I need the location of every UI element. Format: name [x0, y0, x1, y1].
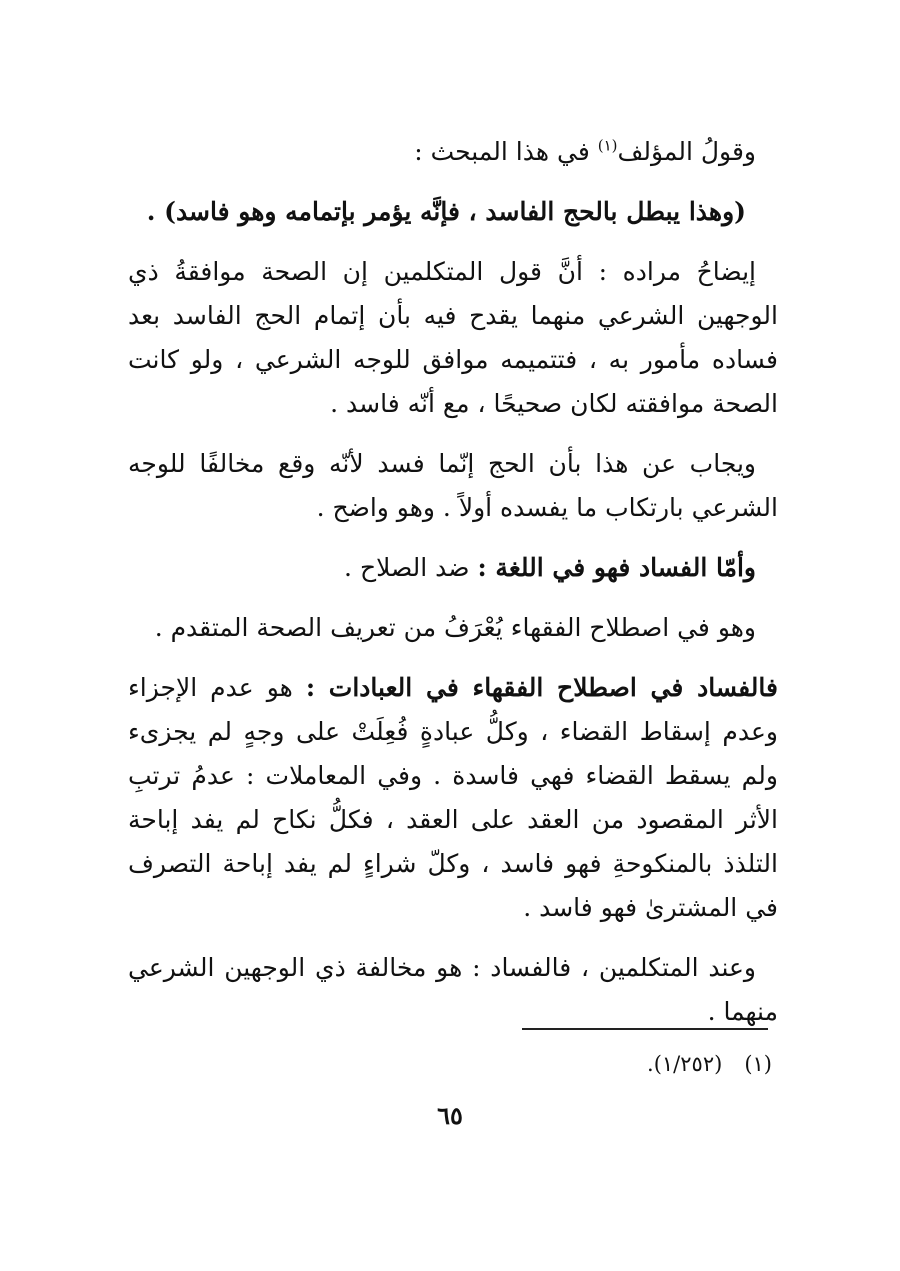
paragraph-theologians-definition: وعند المتكلمين ، فالفساد : هو مخالفة ذي الوجهين الشرعي منهما . — [128, 953, 778, 1026]
paragraph-quoted-statement: (وهذا يبطل بالحج الفاسد ، فإنَّه يؤمر بإتمامه وهو فاسد) . — [146, 197, 746, 226]
paragraph-author-quote-intro — [128, 130, 778, 174]
paragraph-explanation: إيضاحُ مراده : أنَّ قول المتكلمين إن الصحة موافقةُ ذي الوجهين الشرعي منهما يقدح فيه بأن إتمام الحج الفاسد بعد فساده مأمور به ، فتتميمه موافق للوجه الشرعي ، ولو كانت الصحة موافقته لكان صحيحًا ، مع أنّه فاسد . — [128, 257, 778, 418]
linguistic-definition-heading: وأمّا الفساد فهو في اللغة : — [477, 553, 756, 582]
author-quote-intro-tail: في هذا المبحث : — [414, 137, 598, 166]
footnote-reference-mark[interactable]: (١) — [597, 136, 618, 155]
paragraph-response: ويجاب عن هذا بأن الحج إنّما فسد لأنّه وقع مخالفًا للوجه الشرعي بارتكاب ما يفسده أولاً . وهو واضح . — [128, 449, 778, 522]
page-body — [128, 130, 778, 1050]
footnote-mark: (١) — [744, 1052, 772, 1076]
footnote — [520, 1048, 772, 1080]
page-number: ٦٥ — [437, 1101, 463, 1130]
jurists-definition-heading: فالفساد في اصطلاح الفقهاء في العبادات : — [305, 673, 778, 702]
linguistic-definition-text: ضد الصلاح . — [344, 553, 478, 582]
footnote-text: (١/٢٥٢). — [647, 1052, 723, 1076]
paragraph-jurists-term: وهو في اصطلاح الفقهاء يُعْرَفُ من تعريف الصحة المتقدم . — [154, 613, 756, 642]
paragraph-linguistic-definition — [128, 546, 778, 590]
jurists-definition-text: هو عدم الإجزاء وعدم إسقاط القضاء ، وكلُّ عبادةٍ فُعِلَتْ على وجهٍ لم يجزىء ولم يسقط القضاء فهي فاسدة . وفي المعاملات : عدمُ ترتبِ الأثر المقصود من العقد على العقد ، فكلُّ نكاح لم يفد إباحة التلذذ بالمنكوحةِ فهو فاسد ، وكلّ شراءٍ لم يفد إباحة التصرف في المشترىٰ فهو فاسد . — [128, 673, 778, 922]
footnote-divider — [522, 1028, 768, 1030]
author-quote-intro-text: وقولُ المؤلف — [617, 137, 756, 166]
paragraph-jurists-definition — [128, 666, 778, 930]
